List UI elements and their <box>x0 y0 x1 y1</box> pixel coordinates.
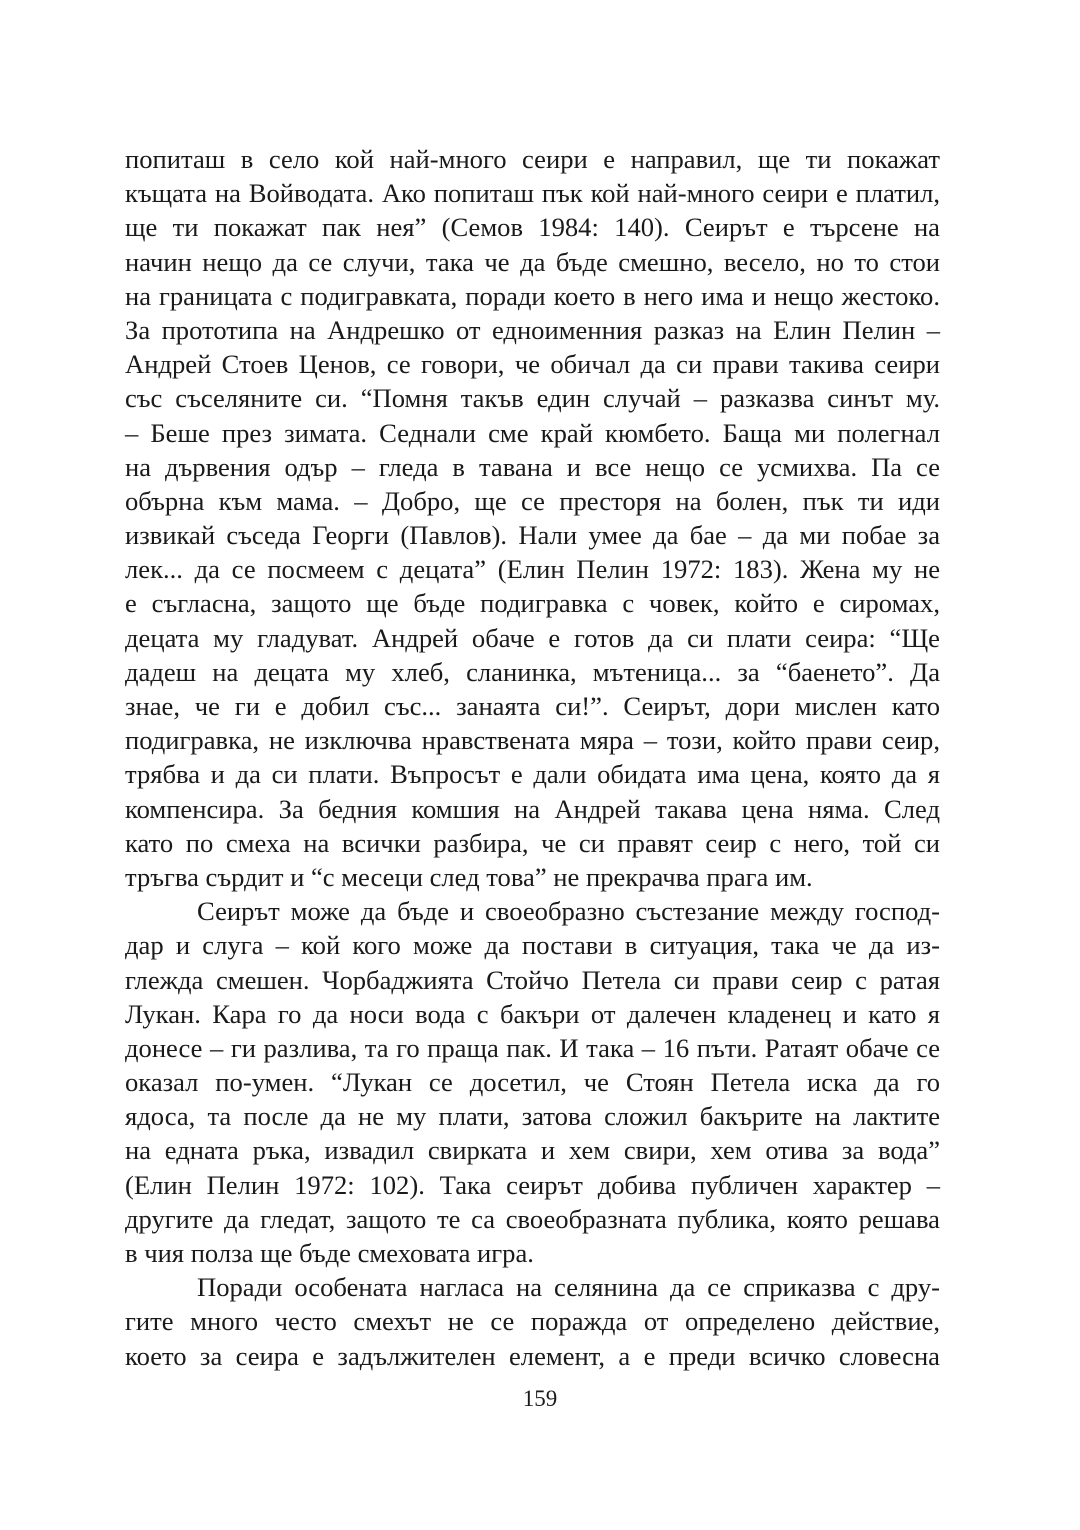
text-line: Поради особената нагласа на селянина да се сприказва с дру- <box>197 1272 940 1303</box>
text-line: Лукан. Кара го да носи вода с бакъри от далечен кладенец и като я <box>125 998 940 1029</box>
body-text <box>125 142 940 1373</box>
text-line: със съселяните си. “Помня такъв един случай – разказва синът му. <box>125 383 940 414</box>
text-line: оказал по-умен. “Лукан се досетил, че Стоян Петела иска да го <box>125 1067 940 1098</box>
text-line: извикай съседа Георги (Павлов). Нали умее да бае – да ми побае за <box>125 520 940 551</box>
text-line: донесе – ги разлива, та го праща пак. И така – 16 пъти. Ратаят обаче се <box>125 1032 940 1063</box>
text-line: компенсира. За бедния комшия на Андрей такава цена няма. След <box>125 793 940 824</box>
text-line: ще ти покажат пак нея” (Семов 1984: 140). Сеирът е търсене на <box>125 212 940 243</box>
paragraph <box>125 1270 940 1373</box>
text-line: попиташ в село кой най-много сеири е направил, ще ти покажат <box>125 144 940 174</box>
page-number: 159 <box>522 1386 558 1411</box>
text-line: дар и слуга – кой кого може да постави в ситуация, така че да из- <box>125 930 940 961</box>
text-line: дадеш на децата му хлеб, сланинка, мътеница... за “баенето”. Да <box>125 656 940 687</box>
paragraph <box>125 142 940 894</box>
text-line: глежда смешен. Чорбаджията Стойчо Петела си прави сеир с ратая <box>125 964 940 995</box>
text-line: Андрей Стоев Ценов, се говори, че обичал да си прави такива сеири <box>125 349 940 380</box>
text-line: другите да гледат, защото те са своеобразната публика, която решава <box>125 1203 940 1234</box>
text-line: е съгласна, защото ще бъде подигравка с човек, който е сиромах, <box>125 588 940 619</box>
text-line: на границата с подигравката, поради което в него има и нещо жестоко. <box>125 280 940 311</box>
text-line: което за сеира е задължителен елемент, а е преди всичко словесна <box>125 1340 940 1371</box>
text-line: гите много често смехът не се поражда от определено действие, <box>125 1306 940 1337</box>
text-line: къщата на Войводата. Ако попиташ пък кой най-много сеири е платил, <box>125 178 940 209</box>
text-line: (Елин Пелин 1972: 102). Така сеирът добива публичен характер – <box>125 1169 940 1200</box>
text-line: обърна към мама. – Добро, ще се престоря на болен, пък ти иди <box>125 485 940 516</box>
text-line: като по смеха на всички разбира, че си правят сеир с него, той си <box>125 827 940 858</box>
text-line: знае, че ги е добил със... занаята си!”. Сеирът, дори мислен като <box>125 691 940 721</box>
text-line: децата му гладуват. Андрей обаче е готов да си плати сеира: “Ще <box>125 622 940 653</box>
text-line: тръгва сърдит и “с месеци след това” не прекрачва прага им. <box>125 861 813 892</box>
text-line: подигравка, не изключва нравствената мяра – този, който прави сеир, <box>125 725 940 756</box>
text-line: на едната ръка, извадил свирката и хем свири, хем отива за вода” <box>125 1135 940 1166</box>
text-line: лек... да се посмеем с децата” (Елин Пелин 1972: 183). Жена му не <box>125 554 940 585</box>
text-line: Сеирът може да бъде и своеобразно състезание между господ- <box>197 896 940 927</box>
text-line: За прототипа на Андрешко от едноименния разказ на Елин Пелин – <box>125 314 940 345</box>
text-line: трябва и да си плати. Въпросът е дали обидата има цена, която да я <box>125 759 940 790</box>
text-line: ядоса, та после да не му плати, затова сложил бакърите на лактите <box>125 1101 940 1132</box>
text-line: начин нещо да се случи, така че да бъде смешно, весело, но то стои <box>125 246 940 277</box>
text-line: – Беше през зимата. Седнали сме край кюмбето. Баща ми полегнал <box>125 417 940 448</box>
text-line: на дървения одър – гледа в тавана и все нещо се усмихва. Па се <box>125 451 940 482</box>
text-line: в чия полза ще бъде смеховата игра. <box>125 1238 534 1268</box>
paragraph <box>125 894 940 1270</box>
